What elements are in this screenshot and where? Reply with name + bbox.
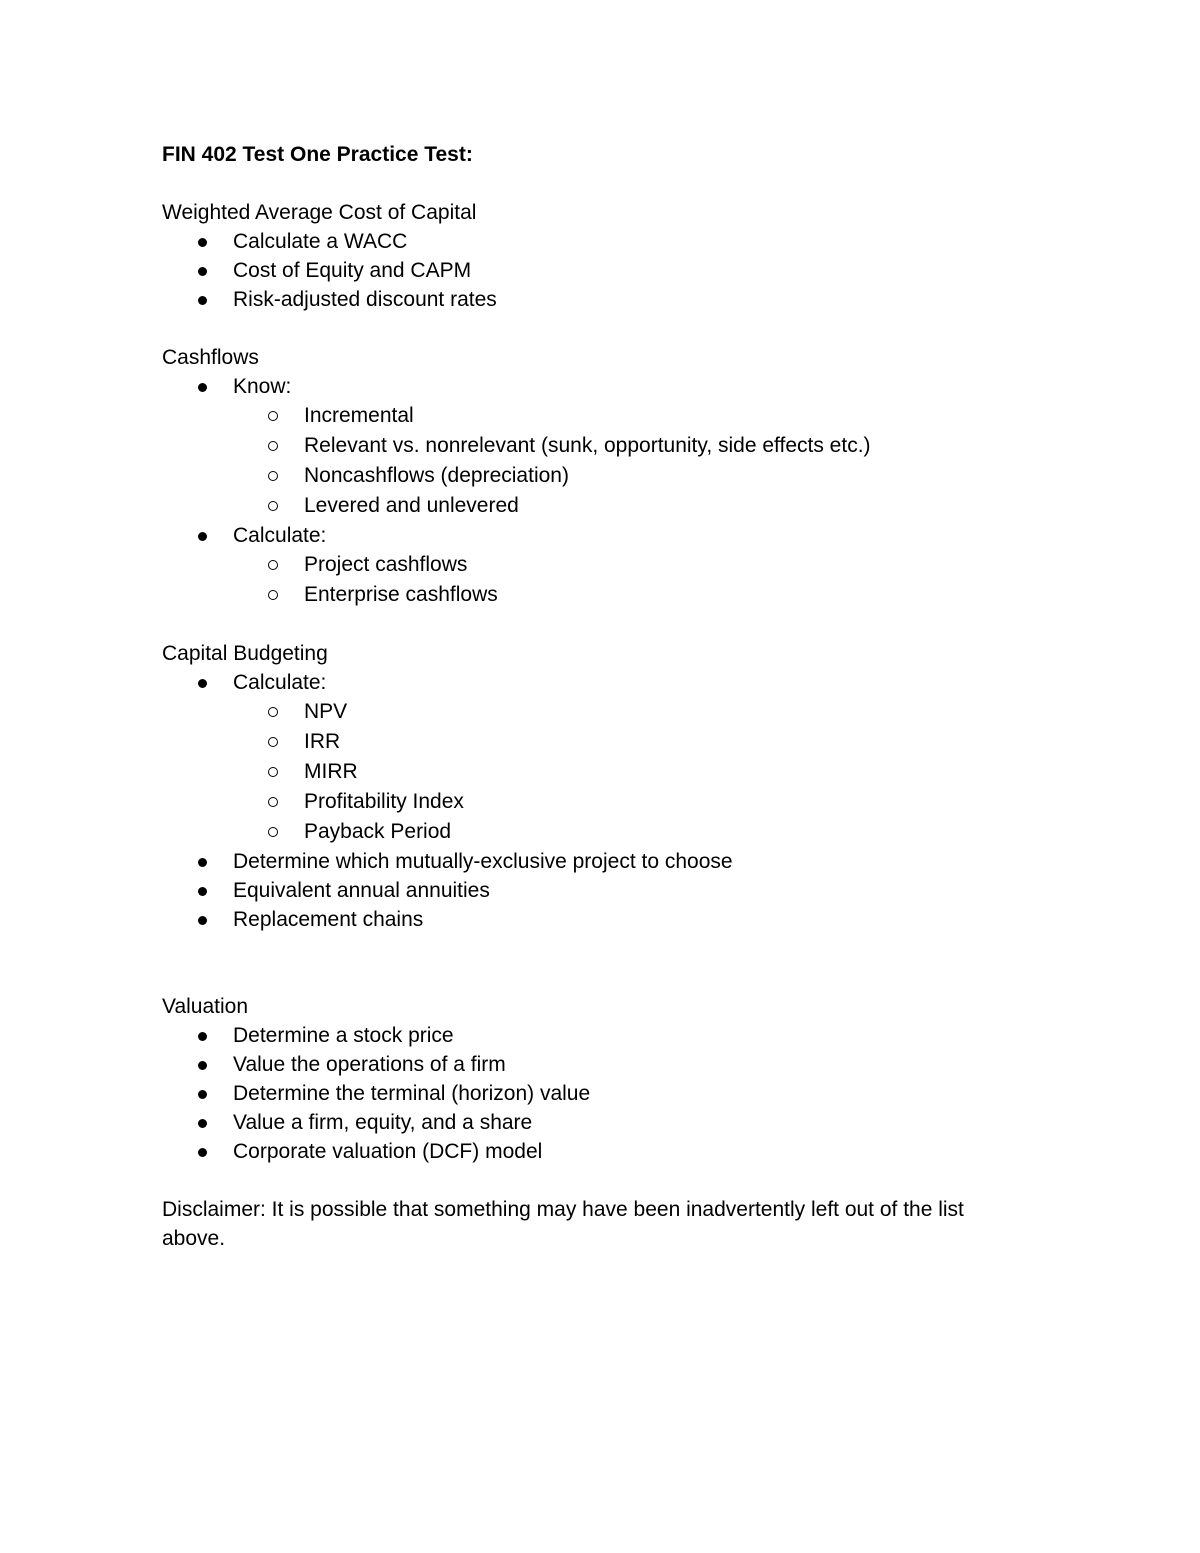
sub-bullet-list bbox=[233, 697, 1042, 847]
sub-list-item-text: Levered and unlevered bbox=[304, 494, 519, 517]
section-capital-budgeting bbox=[162, 639, 1042, 934]
hollow-circle-bullet-icon bbox=[268, 827, 278, 837]
sub-list-item-text: Incremental bbox=[304, 404, 414, 427]
list-item bbox=[162, 1079, 1042, 1108]
sub-list-item-text: Project cashflows bbox=[304, 553, 468, 576]
sub-list-item-text: MIRR bbox=[304, 760, 358, 783]
list-item bbox=[162, 1108, 1042, 1137]
list-item-text: Equivalent annual annuities bbox=[233, 879, 490, 902]
bullet-icon bbox=[198, 1032, 207, 1041]
sub-list-item bbox=[162, 461, 1042, 491]
hollow-circle-bullet-icon bbox=[268, 501, 278, 511]
list-item bbox=[162, 372, 1042, 521]
bullet-icon bbox=[198, 296, 207, 305]
sub-list-item bbox=[162, 491, 1042, 521]
hollow-circle-bullet-icon bbox=[268, 441, 278, 451]
list-item-text: Calculate: bbox=[233, 671, 327, 694]
hollow-circle-bullet-icon bbox=[268, 590, 278, 600]
list-item-text: Determine a stock price bbox=[233, 1024, 454, 1047]
list-item-text: Know: bbox=[233, 375, 292, 398]
list-item bbox=[162, 847, 1042, 876]
sub-list-item-text: Noncashflows (depreciation) bbox=[304, 464, 569, 487]
bullet-icon bbox=[198, 383, 207, 392]
spacer bbox=[162, 1166, 1042, 1195]
bullet-icon bbox=[198, 679, 207, 688]
section-wacc bbox=[162, 198, 1042, 314]
hollow-circle-bullet-icon bbox=[268, 411, 278, 421]
hollow-circle-bullet-icon bbox=[268, 707, 278, 717]
list-item-text: Determine which mutually-exclusive project to choose bbox=[233, 850, 733, 873]
sub-list-item-text: IRR bbox=[304, 730, 341, 753]
list-item bbox=[162, 905, 1042, 934]
sub-list-item-text: Profitability Index bbox=[304, 790, 464, 813]
list-item-text: Corporate valuation (DCF) model bbox=[233, 1140, 543, 1163]
bullet-icon bbox=[198, 1061, 207, 1070]
document-body bbox=[162, 140, 1042, 1253]
sub-list-item-text: Enterprise cashflows bbox=[304, 583, 498, 606]
section-cashflows bbox=[162, 343, 1042, 610]
bullet-icon bbox=[198, 858, 207, 867]
bullet-icon bbox=[198, 267, 207, 276]
hollow-circle-bullet-icon bbox=[268, 560, 278, 570]
bullet-list bbox=[162, 227, 1042, 314]
bullet-icon bbox=[198, 1119, 207, 1128]
sub-list-item bbox=[162, 817, 1042, 847]
list-item bbox=[162, 1137, 1042, 1166]
section-valuation bbox=[162, 992, 1042, 1166]
list-item bbox=[162, 285, 1042, 314]
bullet-icon bbox=[198, 532, 207, 541]
list-item bbox=[162, 1050, 1042, 1079]
list-item-text: Risk-adjusted discount rates bbox=[233, 288, 497, 311]
sub-list-item-text: Payback Period bbox=[304, 820, 452, 843]
bullet-icon bbox=[198, 916, 207, 925]
list-item bbox=[162, 668, 1042, 847]
list-item bbox=[162, 227, 1042, 256]
hollow-circle-bullet-icon bbox=[268, 797, 278, 807]
bullet-icon bbox=[198, 1148, 207, 1157]
sub-bullet-list bbox=[233, 401, 1042, 521]
sub-list-item bbox=[162, 727, 1042, 757]
sub-bullet-list bbox=[233, 550, 1042, 610]
bullet-icon bbox=[198, 887, 207, 896]
spacer bbox=[162, 169, 1042, 198]
list-item-text: Value the operations of a firm bbox=[233, 1053, 506, 1076]
sub-list-item bbox=[162, 580, 1042, 610]
hollow-circle-bullet-icon bbox=[268, 737, 278, 747]
sub-list-item bbox=[162, 787, 1042, 817]
section-heading: Cashflows bbox=[162, 346, 259, 369]
list-item-text: Value a firm, equity, and a share bbox=[233, 1111, 533, 1134]
bullet-list bbox=[162, 668, 1042, 934]
sub-list-item bbox=[162, 431, 1042, 461]
list-item-text: Determine the terminal (horizon) value bbox=[233, 1082, 591, 1105]
spacer bbox=[162, 610, 1042, 639]
spacer bbox=[162, 314, 1042, 343]
section-heading: Capital Budgeting bbox=[162, 642, 328, 665]
bullet-list bbox=[162, 1021, 1042, 1166]
sub-list-item bbox=[162, 550, 1042, 580]
sub-list-item bbox=[162, 697, 1042, 727]
hollow-circle-bullet-icon bbox=[268, 767, 278, 777]
list-item-text: Calculate: bbox=[233, 524, 327, 547]
bullet-list bbox=[162, 372, 1042, 610]
list-item-text: Replacement chains bbox=[233, 908, 424, 931]
list-item bbox=[162, 256, 1042, 285]
section-heading: Weighted Average Cost of Capital bbox=[162, 201, 477, 224]
section-heading: Valuation bbox=[162, 995, 249, 1018]
sub-list-item-text: NPV bbox=[304, 700, 348, 723]
document-title: FIN 402 Test One Practice Test: bbox=[162, 143, 473, 166]
bullet-icon bbox=[198, 238, 207, 247]
sub-list-item bbox=[162, 401, 1042, 431]
bullet-icon bbox=[198, 1090, 207, 1099]
sub-list-item bbox=[162, 757, 1042, 787]
spacer bbox=[162, 934, 1042, 992]
list-item-text: Cost of Equity and CAPM bbox=[233, 259, 472, 282]
sub-list-item-text: Relevant vs. nonrelevant (sunk, opportunity, side effects etc.) bbox=[304, 434, 871, 457]
list-item-text: Calculate a WACC bbox=[233, 230, 408, 253]
hollow-circle-bullet-icon bbox=[268, 471, 278, 481]
list-item bbox=[162, 521, 1042, 610]
disclaimer-text: Disclaimer: It is possible that something may have been inadvertently left out of the list above. bbox=[162, 1198, 964, 1250]
list-item bbox=[162, 1021, 1042, 1050]
list-item bbox=[162, 876, 1042, 905]
